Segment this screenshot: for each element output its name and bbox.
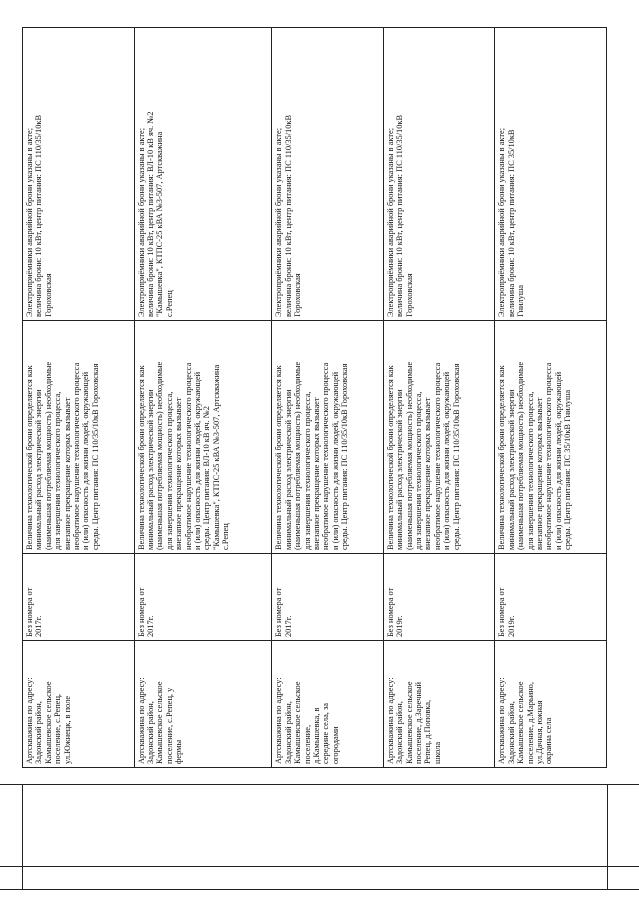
emergency-reserve-table — [22, 27, 607, 768]
divider-line — [0, 889, 639, 890]
number-cell: Без номера от 2017г. — [272, 554, 384, 641]
address-cell: Артскважина по адресу: Задонский район, Камышевское сельское поселение, д.Заречный Репец, д.Поповка, школа — [383, 641, 495, 768]
address-cell: Артскважина по адресу: Задонский район, Камышевское сельское поселение, д.Камышевка, в середине села, за огородами — [272, 641, 384, 768]
justification-cell: Величина технологической брони определяется как минимальный расход электрической энергии (наименьшая потребляемая мощность) необходимые для завершения технологического процесса, внезапное прекращение которых вызывает необратимое нарушение технологического процесса и (или) опасность для жизни людей, окружающей среды. Центр питания: ПС 110/35/10кВ Гороховская — [23, 321, 135, 554]
receiver-cell: Электроприёмники аварийной брони указаны в акте; величина брони: 10 кВт, центр питания: ПС 110/35/10кВ Гороховская — [23, 28, 135, 321]
divider-line — [0, 866, 639, 867]
receiver-cell: Электроприёмники аварийной брони указаны в акте; величина брони: 10 кВт, центр питания: ПС 110/35/10кВ Гороховская — [383, 28, 495, 321]
table-row — [23, 28, 135, 768]
divider-line — [607, 784, 608, 889]
number-cell: Без номера от 2017г. — [134, 554, 272, 641]
address-cell: Артскважина по адресу: Задонский район, Камышевское сельское поселение, с.Репец, ул.Южнецк, в поле — [23, 641, 135, 768]
table-row — [272, 28, 384, 768]
divider-line — [22, 784, 23, 889]
divider-line — [0, 784, 639, 785]
justification-cell: Величина технологической брони определяется как минимальный расход электрической энергии (наименьшая потребляемая мощность) необходимые для завершения технологического процесса, внезапное прекращение которых вызывает необратимое нарушение технологического процесса и (или) опасность для жизни людей, окружающей среды. Центр питания: ПС 35/10кВ Гнилуша — [495, 321, 607, 554]
number-cell: Без номера от 2019г. — [383, 554, 495, 641]
number-cell: Без номера от 2019г. — [495, 554, 607, 641]
table-row — [383, 28, 495, 768]
justification-cell: Величина технологической брони определяется как минимальный расход электрической энергии (наименьшая потребляемая мощность) необходимые для завершения технологического процесса, внезапное прекращение которых вызывает необратимое нарушение технологического процесса и (или) опасность для жизни людей, окружающей среды. Центр питания: ВЛ-10 кВ яч. №2 "Камышевка", КТПС-25 кВА №3-507, Артскважина с.Репец — [134, 321, 272, 554]
table-row — [134, 28, 272, 768]
address-cell: Артскважина по адресу: Задонский район, Камышевское сельское поселение, с.Репец, у фермы — [134, 641, 272, 768]
receiver-cell: Электроприёмники аварийной брони указаны в акте; величина брони: 10 кВт, центр питания: ПС 35/10кВ Гнилуша — [495, 28, 607, 321]
table-row — [495, 28, 607, 768]
number-cell: Без номера от 2017г. — [23, 554, 135, 641]
receiver-cell: Электроприёмники аварийной брони указаны в акте; величина брони: 10 кВт, центр питания: ВЛ-10 кВ яч. №2 "Камышевка", КТПС-25 кВА №3-507, Артскважина с.Репец — [134, 28, 272, 321]
address-cell: Артскважина по адресу: Задонский район, Камышевское сельское поселение, д.Марьино, ул.Дачная, южная окраина села — [495, 641, 607, 768]
receiver-cell: Электроприёмники аварийной брони указаны в акте; величина брони: 10 кВт, центр питания: ПС 110/35/10кВ Гороховская — [272, 28, 384, 321]
justification-cell: Величина технологической брони определяется как минимальный расход электрической энергии (наименьшая потребляемая мощность) необходимые для завершения технологического процесса, внезапное прекращение которых вызывает необратимое нарушение технологического процесса и (или) опасность для жизни людей, окружающей среды. Центр питания: ПС 110/35/10кВ Гороховская — [272, 321, 384, 554]
justification-cell: Величина технологической брони определяется как минимальный расход электрической энергии (наименьшая потребляемая мощность) необходимые для завершения технологического процесса, внезапное прекращение которых вызывает необратимое нарушение технологического процесса и (или) опасность для жизни людей, окружающей среды. Центр питания: ПС 110/35/10кВ Гороховская — [383, 321, 495, 554]
